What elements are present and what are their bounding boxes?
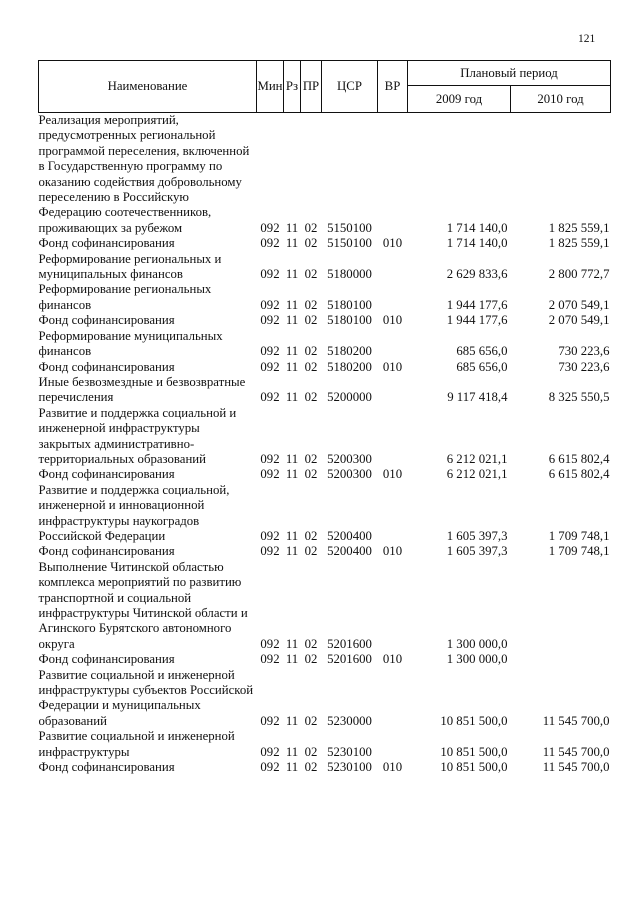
header-rz: Рз [284, 61, 301, 113]
row-name: Реформирование региональных финансов [38, 282, 212, 312]
row-csr: 5200400 [327, 544, 372, 559]
row-name: Фонд софинансирования [38, 652, 175, 667]
table-row [39, 652, 611, 667]
row-amount-2010: 1 825 559,1 [548, 236, 610, 251]
row-name: Реформирование муниципальных финансов [38, 328, 223, 359]
row-pr: 02 [304, 297, 318, 312]
row-amount-2009: 10 851 500,0 [440, 713, 508, 728]
row-min: 092 [260, 220, 280, 235]
row-vr [378, 375, 408, 406]
row-amount-2009: 685 656,0 [456, 344, 508, 359]
row-pr: 02 [304, 636, 318, 651]
row-pr: 02 [304, 760, 318, 775]
table-row [39, 236, 611, 251]
row-rz: 11 [285, 297, 299, 312]
table-row [39, 668, 611, 730]
row-rz: 11 [285, 760, 299, 775]
row-amount-2010 [511, 560, 611, 652]
row-amount-2010: 8 325 550,5 [548, 390, 610, 405]
table-row [39, 406, 611, 468]
row-amount-2010: 2 070 549,1 [548, 297, 610, 312]
row-min: 092 [260, 297, 280, 312]
row-amount-2009: 1 714 140,0 [446, 220, 508, 235]
table-row [39, 113, 611, 237]
row-vr [378, 329, 408, 360]
row-csr: 5180200 [327, 359, 372, 374]
row-amount-2009: 10 851 500,0 [440, 760, 508, 775]
row-min: 092 [260, 760, 280, 775]
row-min: 092 [260, 344, 280, 359]
header-name: Наименование [39, 61, 257, 113]
row-pr: 02 [304, 467, 318, 482]
header-year-2009: 2009 год [408, 86, 511, 113]
table-row [39, 375, 611, 406]
table-row [39, 313, 611, 328]
row-amount-2010 [511, 652, 611, 667]
row-rz: 11 [285, 267, 299, 282]
row-amount-2009: 6 212 021,1 [446, 451, 508, 466]
row-rz: 11 [285, 744, 299, 759]
table-row [39, 560, 611, 652]
row-vr: 010 [382, 760, 403, 775]
row-vr: 010 [382, 359, 403, 374]
row-amount-2009: 2 629 833,6 [446, 267, 508, 282]
row-amount-2010: 1 825 559,1 [548, 220, 610, 235]
row-vr [378, 406, 408, 468]
row-vr [378, 729, 408, 760]
row-name: Фонд софинансирования [38, 236, 175, 251]
row-amount-2009: 1 605 397,3 [446, 528, 508, 543]
row-name: Развитие и поддержка социальной, инженерной и инновационной инфраструктуры наукоградов Российской Федерации [38, 482, 230, 543]
row-min: 092 [260, 467, 280, 482]
row-pr: 02 [304, 236, 318, 251]
row-rz: 11 [285, 467, 299, 482]
row-amount-2010: 6 615 802,4 [548, 467, 610, 482]
row-pr: 02 [304, 652, 318, 667]
row-csr: 5200400 [327, 528, 372, 543]
row-vr: 010 [382, 467, 403, 482]
row-amount-2010: 6 615 802,4 [548, 451, 610, 466]
row-amount-2010: 2 070 549,1 [548, 313, 610, 328]
row-vr [378, 560, 408, 652]
budget-table [38, 60, 611, 775]
row-amount-2009: 1 714 140,0 [446, 236, 508, 251]
row-amount-2010: 730 223,6 [558, 344, 610, 359]
row-pr: 02 [304, 359, 318, 374]
row-min: 092 [260, 636, 280, 651]
row-vr [378, 483, 408, 545]
row-rz: 11 [285, 544, 299, 559]
row-amount-2010: 730 223,6 [558, 359, 610, 374]
header-year-2010: 2010 год [511, 86, 611, 113]
table-row [39, 544, 611, 559]
row-rz: 11 [285, 528, 299, 543]
row-amount-2010: 11 545 700,0 [542, 760, 610, 775]
row-pr: 02 [304, 713, 318, 728]
row-min: 092 [260, 390, 280, 405]
row-name: Развитие социальной и инженерной инфраструктуры [38, 729, 235, 759]
row-vr: 010 [382, 313, 403, 328]
row-pr: 02 [304, 313, 318, 328]
row-pr: 02 [304, 220, 318, 235]
row-csr: 5180200 [327, 344, 372, 359]
row-min: 092 [260, 236, 280, 251]
row-amount-2010: 1 709 748,1 [548, 544, 610, 559]
row-name: Реформирование региональных и муниципальных финансов [38, 251, 222, 282]
row-min: 092 [260, 451, 280, 466]
row-pr: 02 [304, 544, 318, 559]
row-amount-2009: 10 851 500,0 [440, 744, 508, 759]
table-row [39, 483, 611, 545]
row-amount-2009: 1 300 000,0 [446, 636, 508, 651]
row-rz: 11 [285, 220, 299, 235]
row-vr: 010 [382, 652, 403, 667]
row-rz: 11 [285, 451, 299, 466]
row-min: 092 [260, 713, 280, 728]
row-vr [378, 113, 408, 237]
table-row [39, 329, 611, 360]
table-header [39, 61, 611, 113]
row-pr: 02 [304, 344, 318, 359]
table-row [39, 282, 611, 313]
row-name: Фонд софинансирования [38, 760, 175, 775]
row-amount-2009: 1 300 000,0 [446, 652, 508, 667]
row-name: Фонд софинансирования [38, 544, 175, 559]
row-csr: 5150100 [327, 220, 372, 235]
header-vr: ВР [378, 61, 408, 113]
row-name: Фонд софинансирования [38, 467, 175, 482]
row-csr: 5201600 [327, 652, 372, 667]
row-min: 092 [260, 267, 280, 282]
row-csr: 5230100 [327, 744, 372, 759]
row-name: Реализация мероприятий, предусмотренных региональной программой переселения, включенной в Государственную программу по оказанию содействия добровольному переселению в Российскую Федерацию соотечественников, проживающих за рубежом [38, 113, 250, 235]
row-vr: 010 [382, 236, 403, 251]
row-vr [378, 668, 408, 730]
row-rz: 11 [285, 313, 299, 328]
row-csr: 5201600 [327, 636, 372, 651]
row-amount-2009: 685 656,0 [456, 359, 508, 374]
row-amount-2010: 2 800 772,7 [548, 267, 610, 282]
header-planned-period: Плановый период [408, 61, 611, 86]
row-csr: 5200300 [327, 451, 372, 466]
row-min: 092 [260, 744, 280, 759]
row-amount-2010: 11 545 700,0 [542, 744, 610, 759]
row-csr: 5180000 [327, 267, 372, 282]
row-name: Иные безвозмездные и безвозвратные перечисления [38, 374, 246, 405]
row-amount-2009: 9 117 418,4 [447, 390, 508, 405]
header-csr: ЦСР [322, 61, 378, 113]
row-amount-2009: 1 944 177,6 [446, 297, 508, 312]
row-amount-2009: 6 212 021,1 [446, 467, 508, 482]
row-min: 092 [260, 528, 280, 543]
row-csr: 5200000 [327, 390, 372, 405]
row-rz: 11 [285, 713, 299, 728]
table-body [39, 113, 611, 776]
table-row [39, 467, 611, 482]
row-min: 092 [260, 652, 280, 667]
header-min: Мин [257, 61, 284, 113]
row-csr: 5230100 [327, 760, 372, 775]
row-rz: 11 [285, 359, 299, 374]
row-csr: 5150100 [327, 236, 372, 251]
row-pr: 02 [304, 528, 318, 543]
row-rz: 11 [285, 652, 299, 667]
row-amount-2009: 1 944 177,6 [446, 313, 508, 328]
row-rz: 11 [285, 236, 299, 251]
table-row [39, 729, 611, 760]
table-row [39, 760, 611, 775]
row-rz: 11 [285, 636, 299, 651]
row-min: 092 [260, 544, 280, 559]
row-csr: 5200300 [327, 467, 372, 482]
row-name: Выполнение Читинской областью комплекса мероприятий по развитию транспортной и социальной инфраструктуры Читинской области и Агинского Бурятского автономного округа [38, 559, 248, 651]
header-pr: ПР [301, 61, 322, 113]
page-number: 121 [578, 33, 596, 45]
row-csr: 5180100 [327, 297, 372, 312]
row-csr: 5180100 [327, 313, 372, 328]
row-pr: 02 [304, 267, 318, 282]
row-min: 092 [260, 313, 280, 328]
row-name: Фонд софинансирования [38, 313, 175, 328]
row-pr: 02 [304, 744, 318, 759]
row-pr: 02 [304, 390, 318, 405]
row-name: Развитие и поддержка социальной и инженерной инфраструктуры закрытых административно-территориальных образований [38, 405, 237, 466]
row-vr: 010 [382, 544, 403, 559]
row-csr: 5230000 [327, 713, 372, 728]
row-name: Развитие социальной и инженерной инфраструктуры субъектов Российской Федерации и муниципальных образований [38, 667, 254, 728]
row-name: Фонд софинансирования [38, 359, 175, 374]
table-row [39, 360, 611, 375]
row-amount-2010: 1 709 748,1 [548, 528, 610, 543]
row-rz: 11 [285, 390, 299, 405]
row-min: 092 [260, 359, 280, 374]
row-pr: 02 [304, 451, 318, 466]
row-vr [378, 252, 408, 283]
row-vr [378, 282, 408, 313]
row-amount-2009: 1 605 397,3 [446, 544, 508, 559]
table-row [39, 252, 611, 283]
row-amount-2010: 11 545 700,0 [542, 713, 610, 728]
row-rz: 11 [285, 344, 299, 359]
